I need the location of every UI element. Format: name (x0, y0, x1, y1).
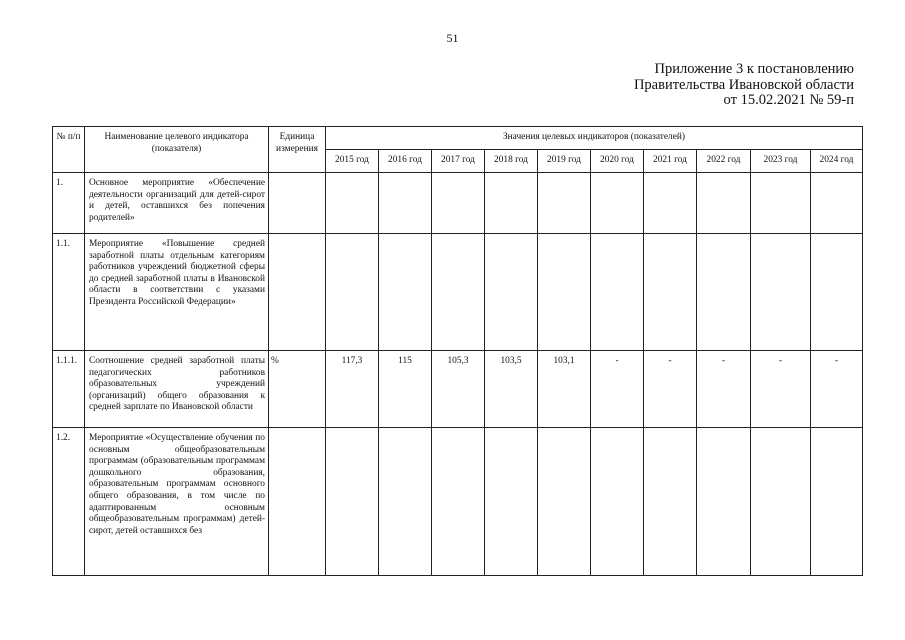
row-value (485, 173, 538, 234)
row-value (644, 173, 697, 234)
row-value (697, 428, 751, 576)
row-value (432, 173, 485, 234)
table-row (53, 173, 863, 234)
row-unit: % (269, 351, 326, 428)
row-number: 1. (53, 173, 85, 234)
header-year: 2020 год (591, 150, 644, 173)
row-value (644, 428, 697, 576)
indicators-table (52, 126, 863, 576)
row-value (538, 173, 591, 234)
row-value (591, 173, 644, 234)
row-value: - (644, 351, 697, 428)
row-value: 105,3 (432, 351, 485, 428)
table-row (53, 234, 863, 351)
row-value (751, 173, 811, 234)
header-unit: Единица измерения (269, 127, 326, 173)
row-value (538, 428, 591, 576)
row-value (811, 234, 863, 351)
row-value: 115 (379, 351, 432, 428)
header-year: 2015 год (326, 150, 379, 173)
header-year: 2019 год (538, 150, 591, 173)
table-row (53, 428, 863, 576)
row-value (591, 428, 644, 576)
header-year: 2017 год (432, 150, 485, 173)
row-number: 1.1.1. (53, 351, 85, 428)
row-value: - (591, 351, 644, 428)
row-number: 1.1. (53, 234, 85, 351)
row-value (751, 234, 811, 351)
row-value (697, 173, 751, 234)
row-value: 117,3 (326, 351, 379, 428)
row-value: - (751, 351, 811, 428)
table-body (53, 173, 863, 576)
row-value (379, 234, 432, 351)
row-indicator-name (85, 173, 269, 234)
header-year: 2024 год (811, 150, 863, 173)
header-year: 2021 год (644, 150, 697, 173)
row-value (811, 173, 863, 234)
header-year: 2018 год (485, 150, 538, 173)
appendix-line-3: от 15.02.2021 № 59-п (723, 92, 854, 108)
row-indicator-name (85, 234, 269, 351)
row-value (538, 234, 591, 351)
header-year: 2023 год (751, 150, 811, 173)
table-row (53, 351, 863, 428)
row-indicator-name-text: Соотношение средней заработной платы педагогических работников образовательных учреждений (организаций) общего образования к средней зарплате по Ивановской области (89, 356, 265, 413)
row-unit (269, 428, 326, 576)
row-indicator-name-text: Мероприятие «Повышение средней заработной платы отдельным категориям работников учреждений бюджетной сферы до средней заработной платы в Ивановской области в соответствии с указами Президента Российской Федерации» (89, 239, 265, 307)
row-value: 103,5 (485, 351, 538, 428)
header-indicator-name: Наименование целевого индикатора (показателя) (85, 127, 269, 173)
row-value (485, 234, 538, 351)
row-number: 1.2. (53, 428, 85, 576)
row-value (379, 173, 432, 234)
row-value (644, 234, 697, 351)
row-indicator-name-text: Мероприятие «Осуществление обучения по основным общеобразовательным программам (образовательным программам дошкольного образования, образовательным программам основного общего образования, в том числе по адаптированным основным общеобразовательным программам) детей-сирот, детей оставшихся без (89, 433, 265, 536)
row-value (326, 428, 379, 576)
row-indicator-name-text: Основное мероприятие «Обеспечение деятельности организаций для детей-сирот и детей, оставшихся без попечения родителей» (89, 178, 265, 223)
row-unit (269, 173, 326, 234)
appendix-line-1: Приложение 3 к постановлению (654, 61, 854, 77)
row-value (591, 234, 644, 351)
row-value (432, 428, 485, 576)
appendix-heading (634, 62, 854, 109)
page-number: 51 (446, 31, 459, 45)
header-number: № п/п (53, 127, 85, 173)
row-value: - (697, 351, 751, 428)
row-value (379, 428, 432, 576)
header-year: 2022 год (697, 150, 751, 173)
row-value: - (811, 351, 863, 428)
row-indicator-name (85, 428, 269, 576)
row-value (326, 234, 379, 351)
appendix-line-2: Правительства Ивановской области (633, 76, 854, 93)
row-value (432, 234, 485, 351)
row-indicator-name (85, 351, 269, 428)
row-value (485, 428, 538, 576)
row-unit (269, 234, 326, 351)
row-value (697, 234, 751, 351)
header-year: 2016 год (379, 150, 432, 173)
row-value: 103,1 (538, 351, 591, 428)
header-values-group: Значения целевых индикаторов (показателей) (326, 127, 863, 150)
row-value (326, 173, 379, 234)
row-value (751, 428, 811, 576)
row-value (811, 428, 863, 576)
